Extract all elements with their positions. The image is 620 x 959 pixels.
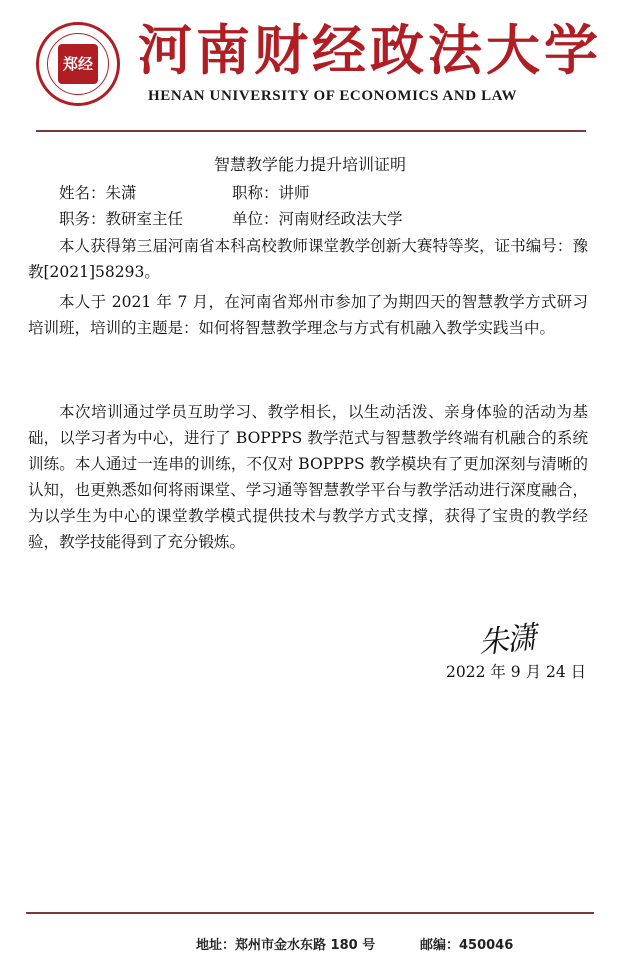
footer-divider bbox=[26, 912, 594, 914]
signature-date: 2022 年 9 月 24 日 bbox=[446, 663, 587, 681]
job-title-line: 职称：讲师 bbox=[232, 184, 310, 202]
footer-address: 地址：郑州市金水东路 180 号 bbox=[196, 938, 376, 953]
header-divider bbox=[36, 130, 586, 132]
paragraph-outcome: 本次培训通过学员互助学习、教学相长，以生动活泼、亲身体验的活动为基础，以学习者为中心，进行了 BOPPPS 教学范式与智慧教学终端有机融合的系统训练。本人通过一连串的训练，不仅对 BOPPPS 教学模块有了更加深刻与清晰的认知，也更熟悉如何将雨课堂、学习通等智慧教学平台与教学活动进行深度融合，为以学生为中心的课堂教学模式提供技术与教学方式支撑，获得了宝贵的教学经验，教学技能得到了充分锻炼。 bbox=[28, 403, 588, 551]
paragraph-award: 本人获得第三届河南省本科高校教师课堂教学创新大赛特等奖，证书编号：豫教[2021]58293。 bbox=[28, 237, 588, 281]
seal-core: 郑经 bbox=[58, 44, 98, 84]
footer-postcode: 邮编：450046 bbox=[420, 938, 514, 953]
name-line: 姓名：朱潇 bbox=[59, 184, 137, 202]
university-name-en: HENAN UNIVERSITY OF ECONOMICS AND LAW bbox=[148, 88, 518, 104]
letterhead bbox=[0, 0, 620, 130]
document-title: 智慧教学能力提升培训证明 bbox=[213, 155, 406, 174]
university-name-cn: 河南财经政法大学 bbox=[138, 18, 602, 82]
paragraph-training: 本人于 2021 年 7 月，在河南省郑州市参加了为期四天的智慧教学方式研习培训班，培训的主题是：如何将智慧教学理念与方式有机融入教学实践当中。 bbox=[28, 293, 588, 337]
handwritten-signature: 朱潇 bbox=[476, 620, 537, 662]
unit-line: 单位：河南财经政法大学 bbox=[232, 210, 403, 228]
university-seal-logo bbox=[36, 22, 120, 106]
position-line: 职务：教研室主任 bbox=[59, 210, 184, 228]
